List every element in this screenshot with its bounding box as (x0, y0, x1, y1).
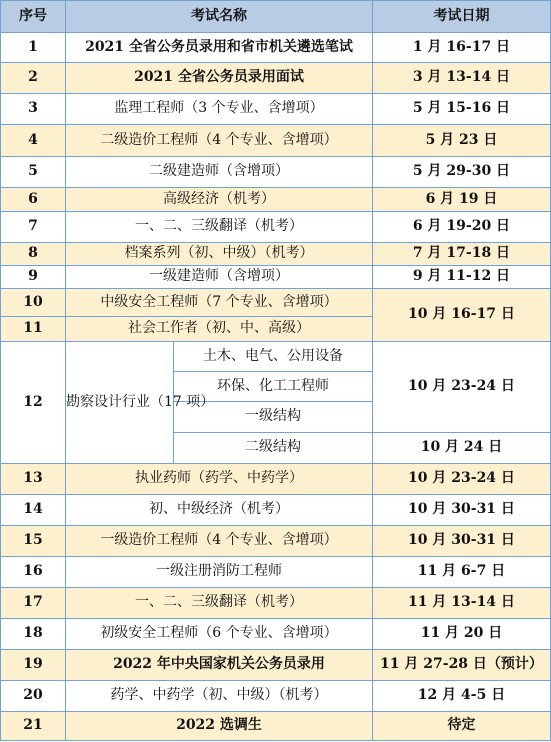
row-number: 19 (1, 650, 66, 681)
table-row (1, 681, 551, 712)
exam-name: 执业药师（药学、中药学） (66, 464, 373, 495)
row-number: 8 (1, 243, 66, 266)
row-number: 17 (1, 588, 66, 619)
exam-date: 10 月 30-31 日 (373, 526, 551, 557)
exam-name: 一、二、三级翻译（机考） (66, 212, 373, 243)
exam-date: 待定 (373, 712, 551, 741)
exam-name: 2021 全省公务员录用面试 (66, 63, 373, 94)
exam-date: 10 月 23-24 日 (373, 342, 551, 433)
table-row (1, 526, 551, 557)
exam-name: 2022 年中央国家机关公务员录用 (66, 650, 373, 681)
exam-name: 高级经济（机考） (66, 188, 373, 212)
exam-name: 档案系列（初、中级）（机考） (66, 243, 373, 266)
exam-name: 社会工作者（初、中、高级） (66, 317, 373, 342)
table-row (1, 588, 551, 619)
table-row (1, 212, 551, 243)
row-number: 13 (1, 464, 66, 495)
group-name: 勘察设计行业（17 项） (66, 342, 174, 464)
header-no: 序号 (1, 1, 66, 33)
row-number: 14 (1, 495, 66, 526)
exam-name: 一级建造师（含增项） (66, 266, 373, 289)
table-row (1, 464, 551, 495)
table-row (1, 188, 551, 212)
table-row (1, 557, 551, 588)
exam-date: 12 月 4-5 日 (373, 681, 551, 712)
row-number: 2 (1, 63, 66, 94)
exam-name: 药学、中药学（初、中级）（机考） (66, 681, 373, 712)
exam-date: 3 月 13-14 日 (373, 63, 551, 94)
row-number: 11 (1, 317, 66, 342)
table-row (1, 619, 551, 650)
table-row (1, 125, 551, 157)
exam-name: 监理工程师（3 个专业、含增项） (66, 94, 373, 125)
exam-name: 一级造价工程师（4 个专业、含增项） (66, 526, 373, 557)
table-row (1, 266, 551, 289)
row-number: 18 (1, 619, 66, 650)
row-number: 7 (1, 212, 66, 243)
table-row (1, 243, 551, 266)
exam-name: 2021 全省公务员录用和省市机关遴选笔试 (66, 33, 373, 63)
exam-name: 2022 选调生 (66, 712, 373, 741)
row-number: 20 (1, 681, 66, 712)
row-number: 4 (1, 125, 66, 157)
exam-date: 10 月 16-17 日 (373, 289, 551, 342)
table-row (1, 650, 551, 681)
row-number: 5 (1, 157, 66, 188)
exam-name: 初级安全工程师（6 个专业、含增项） (66, 619, 373, 650)
exam-date: 5 月 15-16 日 (373, 94, 551, 125)
exam-date: 7 月 17-18 日 (373, 243, 551, 266)
exam-name: 二级造价工程师（4 个专业、含增项） (66, 125, 373, 157)
exam-name: 一级注册消防工程师 (66, 557, 373, 588)
exam-name: 中级安全工程师（7 个专业、含增项） (66, 289, 373, 317)
exam-date: 9 月 11-12 日 (373, 266, 551, 289)
header-date: 考试日期 (373, 1, 551, 33)
row-number: 16 (1, 557, 66, 588)
table-row (1, 342, 551, 372)
exam-name: 一、二、三级翻译（机考） (66, 588, 373, 619)
table-row (1, 63, 551, 94)
header-row (1, 1, 551, 33)
sub-item: 环保、化工工程师 (174, 372, 373, 402)
header-name: 考试名称 (66, 1, 373, 33)
table-row (1, 157, 551, 188)
sub-item: 二级结构 (174, 433, 373, 464)
sub-item: 一级结构 (174, 402, 373, 433)
exam-date: 5 月 29-30 日 (373, 157, 551, 188)
exam-date: 5 月 23 日 (373, 125, 551, 157)
exam-date: 10 月 24 日 (373, 433, 551, 464)
row-number: 10 (1, 289, 66, 317)
exam-date: 10 月 23-24 日 (373, 464, 551, 495)
table-row (1, 712, 551, 741)
row-number: 9 (1, 266, 66, 289)
row-number: 21 (1, 712, 66, 741)
table-row (1, 495, 551, 526)
row-number: 3 (1, 94, 66, 125)
exam-date: 6 月 19 日 (373, 188, 551, 212)
exam-date: 10 月 30-31 日 (373, 495, 551, 526)
table-row (1, 289, 551, 317)
exam-name: 初、中级经济（机考） (66, 495, 373, 526)
exam-date: 11 月 13-14 日 (373, 588, 551, 619)
exam-date: 11 月 6-7 日 (373, 557, 551, 588)
row-number: 6 (1, 188, 66, 212)
exam-date: 11 月 20 日 (373, 619, 551, 650)
exam-date: 11 月 27-28 日（预计） (373, 650, 551, 681)
row-number: 1 (1, 33, 66, 63)
table-row (1, 33, 551, 63)
row-number: 15 (1, 526, 66, 557)
exam-name: 二级建造师（含增项） (66, 157, 373, 188)
row-number: 12 (1, 342, 66, 464)
table-row (1, 94, 551, 125)
sub-item: 土木、电气、公用设备 (174, 342, 373, 372)
exam-date: 1 月 16-17 日 (373, 33, 551, 63)
exam-date: 6 月 19-20 日 (373, 212, 551, 243)
